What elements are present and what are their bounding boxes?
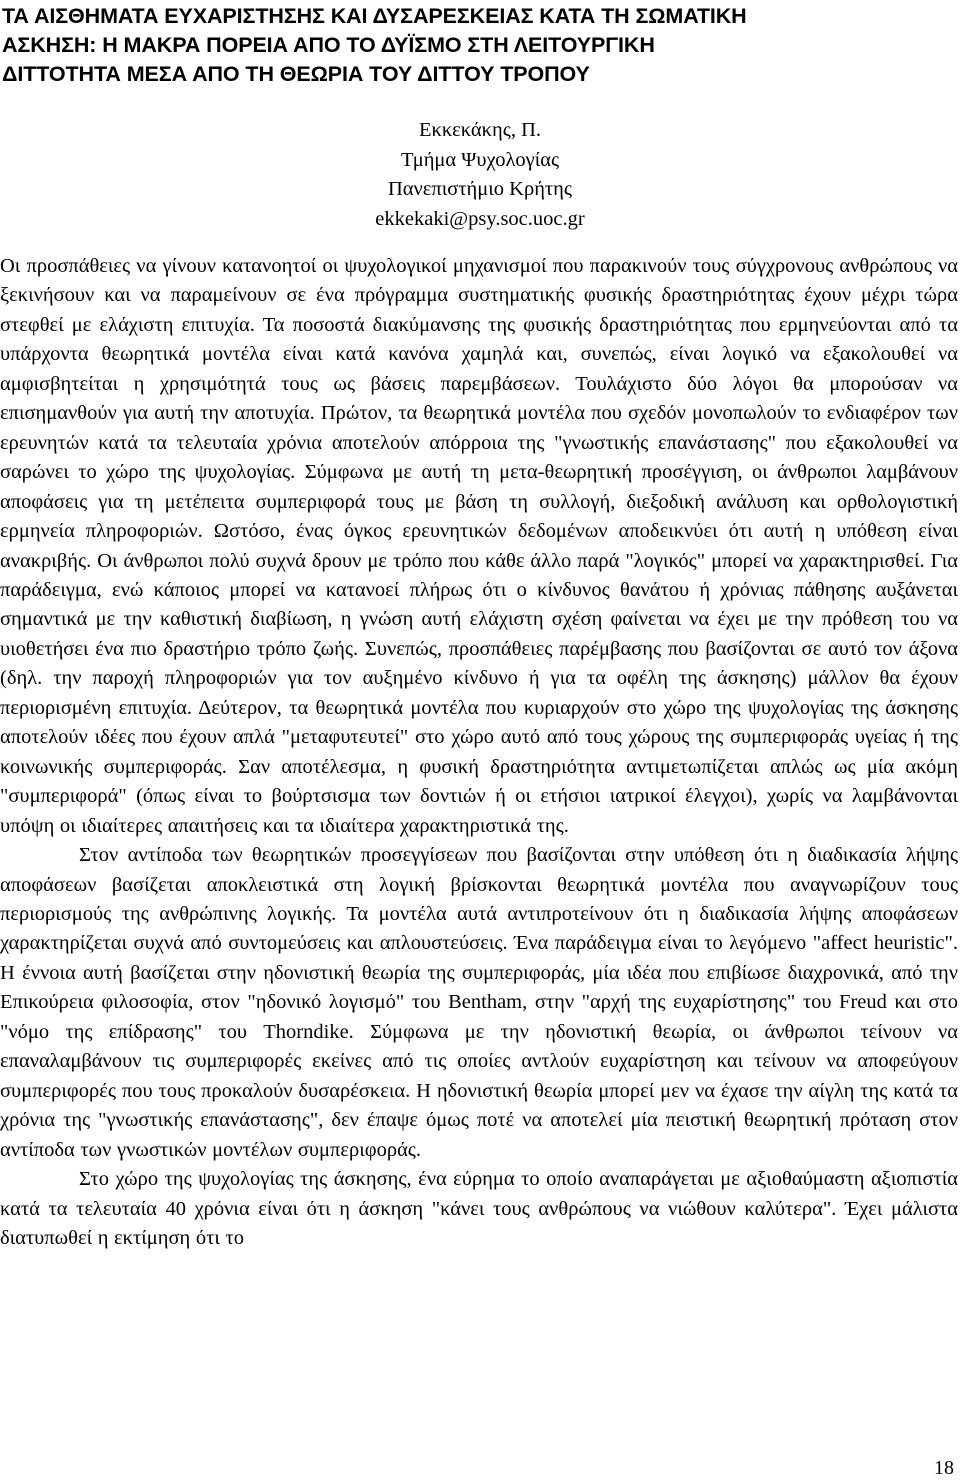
- author-block: [0, 116, 960, 234]
- author-department: Τμήμα Ψυχολογίας: [400, 148, 560, 171]
- paragraph-2: Στον αντίποδα των θεωρητικών προσεγγίσεων που βασίζονται στην υπόθεση ότι η διαδικασία λήψης αποφάσεων βασίζεται αποκλειστικά στη λογική βρίσκονται θεωρητικά μοντέλα που αναγνωρίζουν τους περιορισμούς της ανθρώπινης λογικής. Τα μοντέλα αυτά αντιπροτείνουν ότι η διαδικασία λήψης αποφάσεων χαρακτηρίζεται συχνά από συντομεύσεις και απλουστεύσεις. Ένα παράδειγμα είναι το λεγόμενο "affect heuristic". Η έννοια αυτή βασίζεται στην ηδονιστική θεωρία της συμπεριφοράς, μία ιδέα που επιβίωσε διαχρονικά, από την Επικούρεια φιλοσοφία, στον "ηδονικό λογισμό" του Bentham, στην "αρχή της ευχαρίστησης" του Freud και στο "νόμο της επίδρασης" του Thorndike. Σύμφωνα με την ηδονιστική θεωρία, οι άνθρωποι τείνουν να επαναλαμβάνουν τις συμπεριφορές εκείνες από τις οποίες αντλούν ευχαρίστηση και τείνουν να αποφεύγουν συμπεριφορές που τους προκαλούν δυσαρέσκεια. Η ηδονιστική θεωρία μπορεί μεν να έχασε την αίγλη της κατά τα χρόνια της "γνωστικής επανάστασης", δεν έπαψε όμως ποτέ να αποτελεί μία πειστική θεωρητική πρόταση στον αντίποδα των γνωστικών μοντέλων συμπεριφοράς.: [0, 844, 958, 1161]
- author-email: ekkekaki@psy.soc.uoc.gr: [375, 207, 585, 230]
- paragraph-3: Στο χώρο της ψυχολογίας της άσκησης, ένα εύρημα το οποίο αναπαράγεται με αξιοθαύμαστη αξιοπιστία κατά τα τελευταία 40 χρόνια είναι ότι η άσκηση "κάνει τους ανθρώπους να νιώθουν καλύτερα". Έχει μάλιστα διατυπωθεί η εκτίμηση ότι το: [0, 1168, 958, 1249]
- author-name: Εκκεκάκης, Π.: [418, 119, 542, 141]
- author-university: Πανεπιστήμιο Κρήτης: [387, 178, 572, 200]
- title-line-3: ΔΙΤΤΟΤΗΤΑ ΜΕΣΑ ΑΠΟ ΤΗ ΘΕΩΡΙΑ ΤΟΥ ΔΙΤΤΟΥ ΤΡΟΠΟΥ: [2, 62, 590, 86]
- title-line-1: ΤΑ ΑΙΣΘΗΜΑΤΑ ΕΥΧΑΡΙΣΤΗΣΗΣ ΚΑΙ ΔΥΣΑΡΕΣΚΕΙΑΣ ΚΑΤΑ ΤΗ ΣΩΜΑΤΙΚΗ: [2, 4, 747, 28]
- page-number: 18: [934, 1457, 954, 1479]
- document-title: [0, 2, 960, 89]
- body-text: [0, 252, 958, 1253]
- paragraph-1: Οι προσπάθειες να γίνουν κατανοητοί οι ψυχολογικοί μηχανισμοί που παρακινούν τους σύγχρονους ανθρώπους να ξεκινήσουν και να παραμείνουν σε ένα πρόγραμμα συστηματικής φυσικής δραστηριότητας έχουν μέχρι τώρα στεφθεί με ελάχιστη επιτυχία. Τα ποσοστά διακύμανσης της φυσικής δραστηριότητας που ερμηνεύονται από τα υπάρχοντα θεωρητικά μοντέλα είναι κατά κανόνα χαμηλά και, συνεπώς, είναι λογικό να εξακολουθεί να αμφισβητείται η χρησιμότητά τους ως βάσεις παρεμβάσεων. Τουλάχιστο δύο λόγοι θα μπορούσαν να επισημανθούν για αυτή την αποτυχία. Πρώτον, τα θεωρητικά μοντέλα που σχεδόν μονοπωλούν το ενδιαφέρον των ερευνητών κατά τα τελευταία χρόνια αποτελούν απόρροια της "γνωστικής επανάστασης" που εξακολουθεί να σαρώνει το χώρο της ψυχολογίας. Σύμφωνα με αυτή τη μετα-θεωρητική προσέγγιση, οι άνθρωποι λαμβάνουν αποφάσεις για τη μετέπειτα συμπεριφορά τους με βάση τη συλλογή, διεξοδική ανάλυση και ορθολογιστική ερμηνεία πληροφοριών. Ωστόσο, ένας όγκος ερευνητικών δεδομένων αποδεικνύει ότι αυτή η υπόθεση είναι ανακριβής. Οι άνθρωποι πολύ συχνά δρουν με τρόπο που κάθε άλλο παρά "λογικός" μπορεί να χαρακτηρισθεί. Για παράδειγμα, ενώ κάποιος μπορεί να κατανοεί πλήρως ότι ο κίνδυνος θανάτου ή χρόνιας πάθησης αυξάνεται σημαντικά με την καθιστική διαβίωση, η γνώση αυτή ελάχιστη σχέση φαίνεται να έχει με την πρόθεση του να υιοθετήσει ένα πιο δραστήριο τρόπο ζωής. Συνεπώς, προσπάθειες παρέμβασης που βασίζονται σε αυτό τον άξονα (δηλ. την παροχή πληροφοριών για τον αυξημένο κίνδυνο ή για τα οφέλη της άσκησης) μάλλον θα έχουν περιορισμένη επιτυχία. Δεύτερον, τα θεωρητικά μοντέλα που κυριαρχούν στο χώρο της ψυχολογίας της άσκησης αποτελούν ιδέες που έχουν απλά "μεταφυτευτεί" στο χώρο αυτό από τους χώρους της συμπεριφοράς υγείας ή της κοινωνικής συμπεριφοράς. Σαν αποτέλεσμα, η φυσική δραστηριότητα αντιμετωπίζεται απλώς ως μία ακόμη "συμπεριφορά" (όπως είναι το βούρτσισμα των δοντιών ή οι ετήσιοι ιατρικοί έλεγχοι), χωρίς να λαμβάνονται υπόψη οι ιδιαίτερες απαιτήσεις και τα ιδιαίτερα χαρακτηριστικά της.: [0, 255, 958, 837]
- title-line-2: ΑΣΚΗΣΗ: Η ΜΑΚΡΑ ΠΟΡΕΙΑ ΑΠΟ ΤΟ ΔΥΪΣΜΟ ΣΤΗ ΛΕΙΤΟΥΡΓΙΚΗ: [2, 33, 655, 57]
